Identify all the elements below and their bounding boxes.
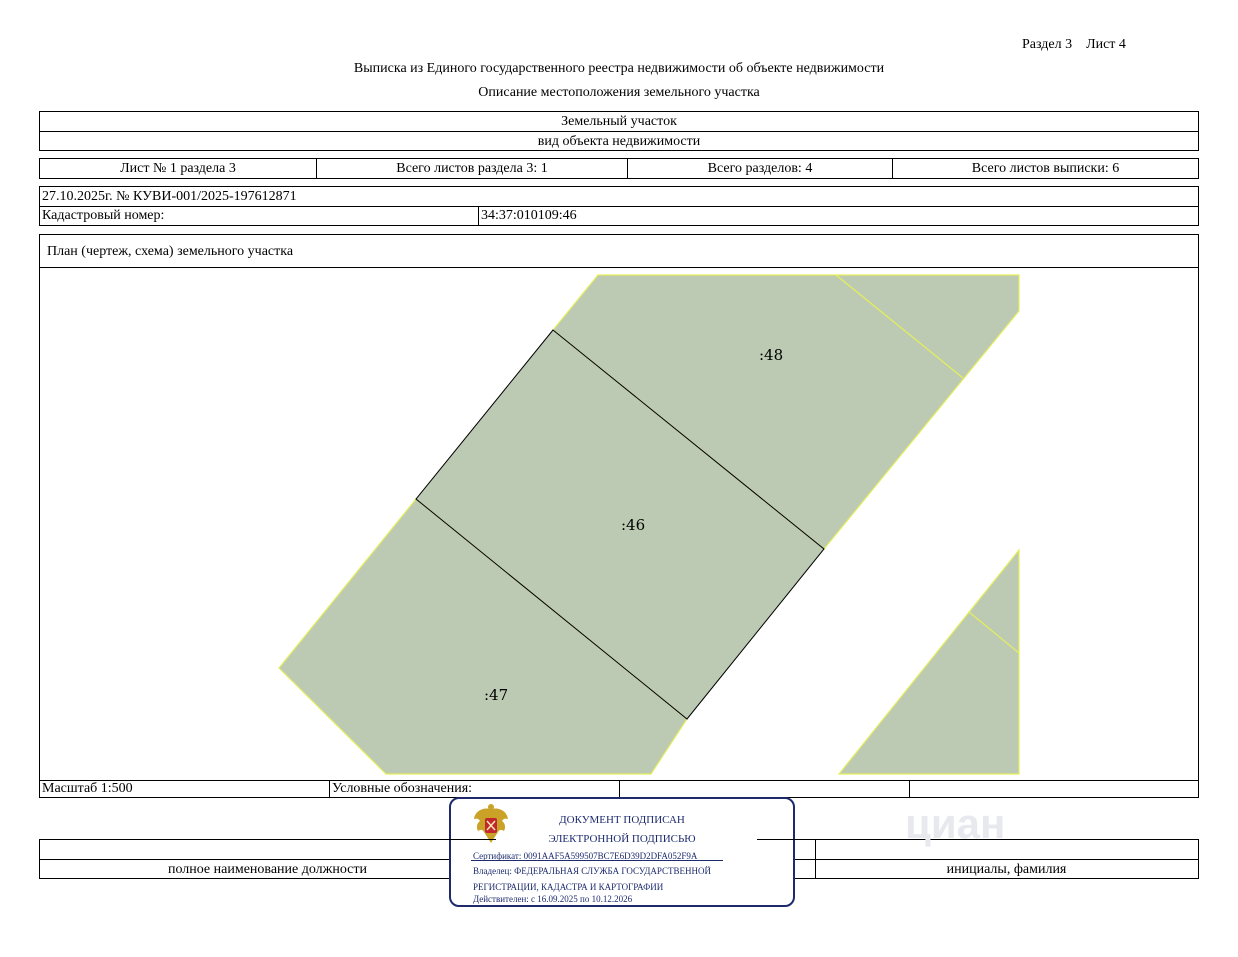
parcel-neighbor-shape	[839, 550, 1019, 774]
divider	[478, 206, 479, 225]
sheet-number: Лист № 1 раздела 3	[120, 160, 236, 176]
object-type-table	[39, 111, 1199, 151]
parcel-46-label: :46	[621, 516, 646, 534]
plan-frame	[39, 234, 1199, 798]
object-type-value: Земельный участок	[561, 114, 677, 129]
stamp-rule	[439, 839, 496, 840]
parcel-map	[40, 235, 1198, 797]
stamp-line-1: ДОКУМЕНТ ПОДПИСАН	[559, 814, 685, 826]
stamp-owner-line-2: РЕГИСТРАЦИИ, КАДАСТРА И КАРТОГРАФИИ	[473, 882, 664, 892]
total-section-sheets-cell	[317, 159, 628, 178]
legend-label: Условные обозначения:	[332, 781, 473, 796]
cadastral-number: 34:37:010109:46	[481, 208, 577, 223]
document-subtitle: Описание местоположения земельного участка	[478, 85, 760, 100]
total-sections-cell	[628, 159, 893, 178]
sheets-table	[39, 158, 1199, 179]
object-type-caption: вид объекта недвижимости	[537, 134, 701, 149]
watermark: циан	[905, 800, 1006, 847]
record-table	[39, 186, 1199, 226]
legend-empty-cell	[620, 781, 910, 797]
legend-empty-cell	[910, 781, 1198, 797]
document-title: Выписка из Единого государственного реестра недвижимости об объекте недвижимости	[353, 61, 885, 76]
parcel-47-label: :47	[484, 686, 509, 704]
record-date-number: 27.10.2025г. № КУВИ-001/2025-197612871	[42, 189, 297, 204]
total-extract-sheets-cell	[893, 159, 1198, 178]
scale-label: Масштаб 1:500	[42, 781, 133, 796]
plan-title: План (чертеж, схема) земельного участка	[47, 244, 294, 259]
divider	[40, 206, 1198, 207]
stamp-owner-line-1: Владелец: ФЕДЕРАЛЬНАЯ СЛУЖБА ГОСУДАРСТВЕННОЙ	[473, 866, 712, 876]
legend-table	[39, 780, 1199, 798]
divider	[40, 131, 1198, 132]
parcel-48-label: :48	[759, 346, 784, 364]
stamp-line-2: ЭЛЕКТРОННОЙ ПОДПИСЬЮ	[548, 833, 696, 845]
section-sheet-label: Раздел 3 Лист 4	[1022, 37, 1126, 52]
total-section-sheets: Всего листов раздела 3: 1	[396, 160, 548, 176]
scale-cell	[40, 781, 330, 797]
electronic-signature-stamp	[449, 797, 795, 907]
total-extract-sheets: Всего листов выписки: 6	[971, 160, 1120, 176]
stamp-certificate: Сертификат: 0091AAF5A599507BC7E6D39D2DFA052F9A	[473, 851, 698, 861]
name-caption: инициалы, фамилия	[946, 862, 1067, 877]
stamp-rule	[757, 839, 797, 840]
cadastral-label: Кадастровый номер:	[42, 208, 165, 223]
stamp-rule	[471, 860, 723, 861]
sheet-number-cell	[40, 159, 317, 178]
legend-label-cell	[330, 781, 620, 797]
stamp-validity: Действителен: с 16.09.2025 по 10.12.2026	[473, 894, 633, 904]
position-caption: полное наименование должности	[167, 862, 368, 877]
total-sections: Всего разделов: 4	[707, 160, 813, 176]
